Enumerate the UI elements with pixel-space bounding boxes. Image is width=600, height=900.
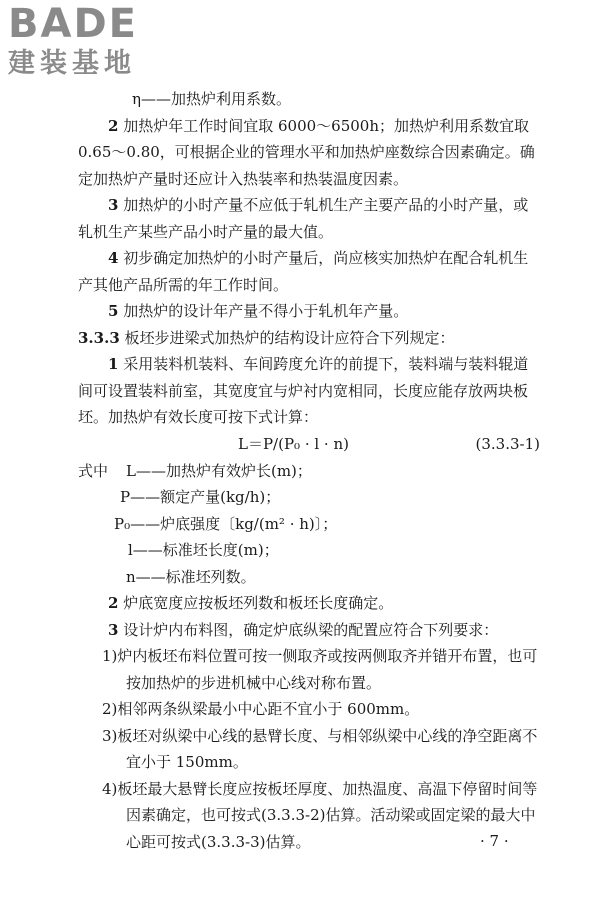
- formula-expression: L＝P/(P₀ · l · n): [238, 434, 349, 453]
- item-text: 采用装料机装料、车间跨度允许的前提下，装料端与装料辊道间可设置装料前室，其宽度宜与炉衬内宽相同，长度应能存放两块板坯。加热炉有效长度可按下式计算：: [78, 355, 529, 426]
- where-P: P——额定产量(kg/h)；: [120, 488, 281, 506]
- item-number: 1: [108, 355, 119, 373]
- clause-text: 加热炉的小时产量不应低于轧机生产主要产品的小时产量，或轧机生产某些产品小时产量的最大值。: [78, 196, 529, 241]
- sub-item-3: 3)板坯对纵梁中心线的悬臂长度、与相邻纵梁中心线的净空距离不宜小于 150mm。: [102, 726, 538, 771]
- where-label: 式中: [78, 461, 109, 480]
- clause-number: 4: [108, 249, 119, 267]
- page-number: · 7 ·: [480, 832, 509, 850]
- where-block: [78, 458, 540, 591]
- where-l: l——标准坯长度(m)；: [128, 541, 279, 559]
- sub-item-1: 1)炉内板坯布料位置可按一侧取齐或按两侧取齐并错开布置，也可按加热炉的步进机械中心线对称布置。: [102, 647, 538, 692]
- clause-5: [78, 298, 540, 325]
- section-number: 3.3.3: [78, 328, 120, 347]
- logo-wordmark: BADE: [8, 1, 138, 47]
- clause-number: 3: [108, 196, 119, 214]
- where-n: n——标准坯列数。: [126, 567, 256, 586]
- clause-text: 初步确定加热炉的小时产量后，尚应核实加热炉在配合轧机生产其他产品所需的年工作时间。: [78, 249, 529, 294]
- document-body: [78, 86, 540, 855]
- item-1: [78, 351, 540, 431]
- brand-logo: [8, 2, 188, 80]
- item-3: [78, 617, 540, 644]
- where-P0: P₀——炉底强度〔kg/(m² · h)〕；: [114, 514, 338, 533]
- clause-number: 5: [108, 302, 119, 320]
- item-number: 2: [108, 594, 119, 612]
- item-text: 设计炉内布料图，确定炉底纵梁的配置应符合下列要求：: [123, 620, 499, 639]
- where-L: L——加热炉有效炉长(m)；: [126, 461, 312, 480]
- clause-text: 加热炉年工作时间宜取 6000～6500h；加热炉利用系数宜取 0.65～0.80，可根据企业的管理水平和加热炉座数综合因素确定。确定加热炉产量时还应计入热装率和热装温度因素。: [78, 116, 535, 188]
- formula-3-3-3-1: [78, 431, 540, 458]
- logo-subtitle: 建装基地: [8, 48, 136, 79]
- clause-number: 2: [108, 116, 119, 135]
- clause-2: [78, 113, 540, 193]
- sub-item-2: 2)相邻两条纵梁最小中心距不宜小于 600mm。: [102, 700, 420, 718]
- formula-number: (3.3.3-1): [475, 434, 540, 453]
- sub-item-4: 4)板坯最大悬臂长度应按板坯厚度、加热温度、高温下停留时间等因素确定，也可按式(3.3.3-2)估算。活动梁或固定梁的最大中心距可按式(3.3.3-3)估算。: [102, 779, 538, 851]
- clause-3: [78, 192, 540, 245]
- item-number: 3: [108, 620, 119, 639]
- section-text: 板坯步进梁式加热炉的结构设计应符合下列规定：: [124, 328, 455, 347]
- clause-text: 加热炉的设计年产量不得小于轧机年产量。: [123, 302, 409, 320]
- item-text: 炉底宽度应按板坯列数和板坯长度确定。: [123, 594, 394, 612]
- eta-definition: η——加热炉利用系数。: [132, 90, 291, 108]
- section-3-3-3: [78, 325, 540, 352]
- item-2: [78, 590, 540, 617]
- clause-4: [78, 245, 540, 298]
